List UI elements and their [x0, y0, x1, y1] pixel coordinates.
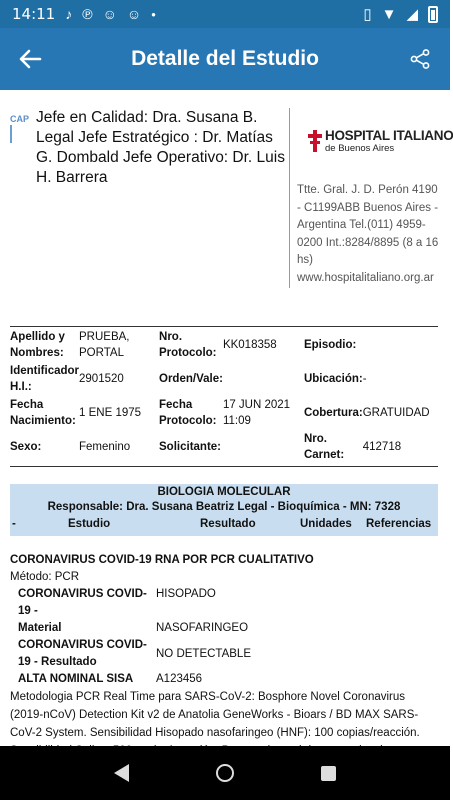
episodio-value	[363, 328, 438, 362]
result-value: A123456	[156, 673, 203, 685]
result-row	[10, 671, 440, 688]
protocolo-value: KK018358	[222, 339, 277, 351]
status-bar	[0, 0, 450, 28]
result-value: NO DETECTABLE	[156, 647, 251, 660]
orden-value	[223, 362, 304, 396]
fecha-protocolo-label: Fecha Protocolo:	[159, 399, 217, 427]
result-key: CORONAVIRUS COVID-19 - Resultado	[18, 639, 147, 668]
system-icons	[363, 5, 438, 23]
person-icon: ☺	[102, 6, 117, 22]
battery-icon	[428, 6, 438, 23]
apellido-value: PRUEBA, PORTAL	[79, 331, 130, 359]
results-column-headers	[10, 518, 438, 535]
column-header: Unidades	[300, 518, 352, 530]
hospital-name: HOSPITAL ITALIANO	[325, 128, 453, 143]
nav-home-icon[interactable]	[216, 764, 234, 782]
test-title: CORONAVIRUS COVID-19 RNA POR PCR CUALITATIVO	[10, 554, 314, 566]
lab-chiefs-text: Jefe en Calidad: Dra. Susana B. Legal Jefe Estratégico : Dr. Matías G. Dombald Jefe Operativo: Dr. Luis H. Barrera	[36, 109, 285, 186]
result-key: CORONAVIRUS COVID-19 -	[18, 588, 147, 617]
fecha-protocolo-value: 17 JUN 2021 11:09	[222, 399, 291, 427]
sexo-label: Sexo:	[10, 441, 42, 453]
carnet-value: 412718	[362, 441, 402, 453]
solicitante-value	[223, 430, 304, 464]
status-time: 14:11	[12, 5, 56, 23]
sexo-value: Femenino	[79, 441, 131, 453]
nacimiento-value: 1 ENE 1975	[79, 407, 142, 419]
protocolo-label: Nro. Protocolo:	[159, 331, 217, 359]
app-bar	[0, 28, 450, 90]
vibrate-icon: ▯	[363, 6, 372, 23]
person-icon: ☺	[126, 6, 142, 22]
divider	[10, 326, 438, 327]
identificador-label: Identificador H.I.:	[10, 365, 80, 393]
nav-back-icon[interactable]	[114, 764, 129, 782]
header-divider	[289, 108, 290, 288]
result-value: HISOPADO	[156, 588, 216, 600]
wifi-icon: ▼	[381, 5, 397, 23]
result-value: NASOFARINGEO	[156, 622, 249, 634]
hospital-address: Ttte. Gral. J. D. Perón 4190 - C1199ABB Buenos Aires - Argentina Tel.(011) 4959-0200 Int.:8284/8895 (8 a 16 hs) www.hospitalitaliano.org.ar	[297, 184, 439, 284]
results-block	[10, 552, 440, 760]
section-title: BIOLOGIA MOLECULAR	[157, 486, 291, 498]
nacimiento-label: Fecha Nacimiento:	[10, 399, 76, 427]
result-key: Material	[18, 622, 62, 634]
back-button[interactable]	[0, 28, 60, 90]
share-icon	[410, 49, 430, 69]
nav-recents-icon[interactable]	[321, 766, 336, 781]
patient-info-table	[10, 328, 438, 464]
cap-logo: CAP	[10, 116, 32, 164]
result-row	[10, 586, 440, 620]
divider	[10, 466, 438, 467]
cross-icon	[308, 130, 322, 152]
episodio-label: Episodio:	[303, 339, 357, 351]
column-header: Referencias	[366, 518, 432, 530]
pinterest-icon: ℗	[82, 6, 93, 22]
notification-icons	[65, 6, 156, 22]
arrow-back-icon	[19, 49, 41, 69]
result-row	[10, 637, 440, 671]
cobertura-label: Cobertura:	[303, 407, 363, 419]
section-header	[10, 484, 438, 536]
hospital-logo	[308, 128, 453, 164]
identificador-value: 2901520	[79, 373, 124, 385]
page-title: Detalle del Estudio	[131, 47, 319, 70]
column-header: Estudio	[68, 518, 111, 530]
share-button[interactable]	[390, 28, 450, 90]
apellido-label: Apellido y Nombres:	[10, 331, 65, 359]
system-nav-bar	[0, 746, 450, 800]
cobertura-value: GRATUIDAD	[362, 407, 430, 419]
result-row	[10, 620, 440, 637]
test-method: Método: PCR	[10, 571, 80, 583]
carnet-label: Nro. Carnet:	[303, 433, 345, 461]
methodology-text: Metodologia PCR Real Time para SARS-CoV-2: Bosphore Novel Coronavirus (2019-nCoV) Detection Kit v2 de Anatolia GeneWorks - Bioars / BD MAX SARS-CoV-2 System. Sensibilidad Hisopado nasofaringeo (HNF): 100 copias/reacción.	[10, 691, 420, 739]
result-key: ALTA NOMINAL SISA	[18, 673, 134, 685]
solicitante-label: Solicitante:	[159, 441, 221, 453]
study-detail-content[interactable]	[0, 90, 453, 746]
ubicacion-label: Ubicación:	[303, 373, 363, 385]
column-header: Resultado	[200, 518, 256, 530]
report-header	[10, 108, 453, 288]
section-responsable: Responsable: Dra. Susana Beatriz Legal - Bioquímica - MN: 7328	[47, 501, 401, 513]
tiktok-icon: ♪	[65, 6, 73, 22]
ubicacion-value: -	[362, 373, 367, 385]
column-header: -	[12, 518, 16, 530]
dot-icon: ●	[151, 9, 156, 19]
signal-icon: ◢	[406, 6, 418, 23]
hospital-subtitle: de Buenos Aires	[325, 143, 395, 154]
orden-label: Orden/Vale:	[159, 373, 223, 385]
